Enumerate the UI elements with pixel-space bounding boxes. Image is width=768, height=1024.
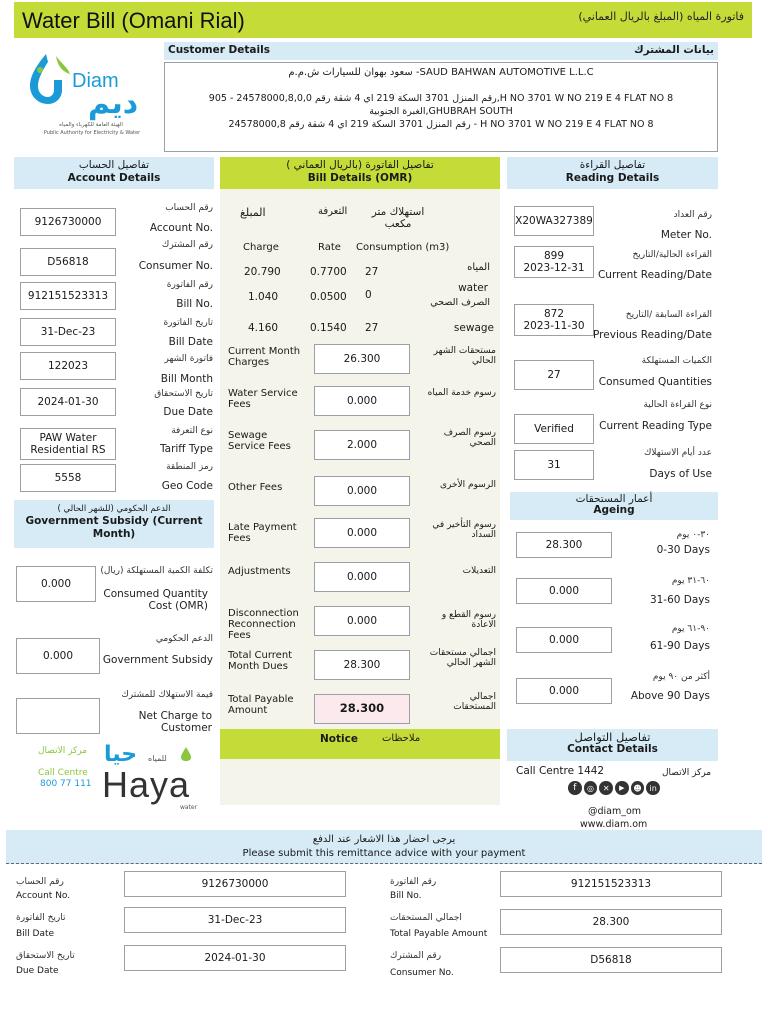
gov-subsidy-label-ar: الدعم الحكومي — [155, 634, 213, 644]
late-payment-fees-value: 0.000 — [314, 518, 410, 548]
water-service-fees-value: 0.000 — [314, 386, 410, 416]
ageing-61-90-value: 0.000 — [516, 627, 612, 653]
haya-phone: 800 77 111 — [40, 779, 92, 789]
subsidy-header — [14, 500, 214, 548]
account-no-label-ar: رقم الحساب — [165, 203, 213, 213]
col-rate: Rate — [318, 242, 341, 253]
haya-sub-en: water — [180, 804, 198, 811]
notice-box — [220, 759, 500, 805]
ageing-90-plus-label-ar: أكثر من ٩٠ يوم — [652, 672, 710, 682]
authority-name-ar: الهيئة العامة للكهرباء والمياه — [59, 122, 123, 128]
ageing-31-60-label: 31-60 Days — [649, 594, 710, 606]
remit-consumer-label: Consumer No. — [390, 968, 454, 978]
reading-details-title-ar: تفاصيل القراءة — [579, 159, 646, 171]
ageing-title: Ageing — [593, 504, 635, 517]
ageing-31-60-label-ar: ٦٠-٣١ يوم — [671, 576, 710, 586]
net-charge-value — [16, 698, 100, 734]
days-of-use-label-ar: عدد أيام الاستهلاك — [644, 448, 712, 458]
call-centre-ar: مركز الاتصال — [662, 768, 712, 778]
page-title-ar: فاتورة المياه (المبلغ بالريال العماني) — [578, 10, 744, 23]
geo-code-label: Geo Code — [161, 480, 213, 492]
due-date-label-ar: تاريخ الاستحقاق — [154, 389, 213, 399]
remit-bill-no-label-ar: رقم الفاتورة — [390, 877, 437, 887]
ageing-61-90-label: 61-90 Days — [649, 640, 710, 652]
notice-bar — [220, 729, 500, 759]
haya-brand-ar: حيا — [104, 742, 138, 767]
account-details-title: Account Details — [67, 172, 161, 185]
reading-type-label-ar: نوع القراءة الحالية — [643, 400, 712, 410]
account-details-header — [14, 157, 214, 189]
haya-call-en: Call Centre — [38, 768, 88, 778]
ageing-31-60-value: 0.000 — [516, 578, 612, 604]
remit-due-date-label-ar: تاريخ الاستحقاق — [16, 951, 75, 961]
call-centre: Call Centre 1442 — [516, 765, 605, 777]
current-reading: 899 — [543, 249, 565, 262]
net-charge-label: Net Charge to Customer — [138, 710, 212, 735]
current-month-charges-label-ar: مستحقات الشهر الحالي — [433, 346, 496, 367]
previous-reading-value — [514, 304, 594, 336]
diam-logo — [14, 42, 156, 152]
consumed-cost-label: Consumed Quantity Cost (OMR) — [103, 588, 208, 613]
title-bar — [14, 2, 752, 38]
bill-month-label-ar: فاتورة الشهر — [164, 354, 213, 364]
instagram-icon[interactable]: ◎ — [584, 781, 598, 795]
remit-bill-date-label: Bill Date — [16, 929, 55, 939]
customer-details-title-ar: بيانات المشترك — [634, 44, 714, 56]
remit-bill-no-value: 912151523313 — [500, 871, 722, 897]
remit-bill-no-label: Bill No. — [390, 891, 422, 901]
authority-name-en: Public Authority for Electricity & Water — [43, 130, 141, 136]
sewage-service-fees-label-ar: رسوم الصرف الصحي — [443, 428, 496, 449]
account-no-value: 9126730000 — [20, 208, 116, 236]
other-fees-label: Other Fees — [228, 482, 283, 493]
days-of-use-value: 31 — [514, 450, 594, 480]
meter-no-label: Meter No. — [660, 229, 712, 241]
col-rate-ar: التعرفة — [318, 206, 348, 217]
current-reading-label-ar: القراءة الحالية/التاريخ — [632, 250, 712, 260]
remit-due-date-value: 2024-01-30 — [124, 945, 346, 971]
reading-details-title: Reading Details — [565, 172, 660, 185]
col-consumption-ar: استهلاك متر مكعب — [371, 206, 425, 230]
gov-subsidy-label: Government Subsidy — [102, 654, 213, 666]
ageing-90-plus-label: Above 90 Days — [630, 690, 710, 702]
geo-code-label-ar: رمز المنطقة — [166, 462, 213, 472]
facebook-icon[interactable]: f — [568, 781, 582, 795]
other-fees-label-ar: الرسوم الأخرى — [439, 480, 496, 490]
customer-address-2: الغبرة الجنوبية,GHUBRAH SOUTH — [369, 106, 513, 117]
droplet-logo-icon — [26, 50, 74, 114]
customer-name: سعود بهوان للسيارات ش.م.م -SAUD BAHWAN AUTOMOTIVE L.L.C — [288, 67, 594, 78]
disconnection-fees-label-ar: رسوم القطع و الاعادة — [441, 610, 496, 631]
customer-address-3: رقم المنزل 3701 السكة 219 اي 4 شقة رقم 24578000,8 - H NO 3701 W NO 219 E 4 FLAT NO 8 — [228, 119, 654, 130]
reading-type-value: Verified — [514, 414, 594, 444]
notice-title-ar: ملاحظات — [382, 733, 421, 744]
reading-type-label: Current Reading Type — [599, 420, 712, 432]
remit-account-label-ar: رقم الحساب — [16, 877, 64, 887]
water-charge: 20.790 — [244, 266, 281, 278]
sewage-charge: 4.160 — [248, 322, 279, 334]
consumed-quantities-value: 27 — [514, 360, 594, 390]
sewage-fixed-rate: 0.0500 — [310, 291, 347, 303]
consumer-no-label-ar: رقم المشترك — [161, 240, 213, 250]
website: www.diam.om — [580, 819, 648, 830]
ageing-61-90-label-ar: ٩٠-٦١ يوم — [671, 624, 710, 634]
snapchat-icon[interactable]: ☻ — [631, 781, 645, 795]
ageing-title-ar: أعمار المستحقات — [575, 493, 653, 505]
remit-account-label: Account No. — [16, 891, 71, 901]
bill-no-label: Bill No. — [176, 298, 213, 310]
sewage-service-fees-value: 2.000 — [314, 430, 410, 460]
current-reading-value — [514, 246, 594, 278]
due-date-value: 2024-01-30 — [20, 388, 116, 416]
sewage-rate: 0.1540 — [310, 322, 347, 334]
current-reading-label: Current Reading/Date — [597, 269, 712, 281]
tariff-type-label-ar: نوع التعرفة — [171, 426, 213, 436]
social-icons — [568, 781, 660, 797]
total-current-dues-label: Total Current Month Dues — [228, 650, 293, 673]
other-fees-value: 0.000 — [314, 476, 410, 506]
remit-due-date-label: Due Date — [16, 966, 59, 976]
remittance-title: Please submit this remittance advice with your payment — [242, 848, 526, 859]
meter-no-value: X20WA327389 — [514, 206, 594, 236]
remit-total-label-ar: اجمالي المستحقات — [390, 913, 462, 923]
sewage-consumption: 27 — [365, 322, 379, 334]
adjustments-label: Adjustments — [228, 566, 291, 577]
water-service-fees-label-ar: رسوم خدمة المياه — [427, 388, 496, 398]
haya-brand: Haya — [102, 764, 191, 805]
col-charge: Charge — [243, 242, 279, 253]
current-month-charges-value: 26.300 — [314, 344, 410, 374]
contact-details-header — [507, 729, 718, 761]
bill-date-value: 31-Dec-23 — [20, 318, 116, 346]
due-date-label: Due Date — [163, 406, 213, 418]
bill-date-label: Bill Date — [168, 336, 213, 348]
consumer-no-label: Consumer No. — [138, 260, 213, 272]
ageing-0-30-label-ar: ٣٠-٠ يوم — [676, 530, 710, 540]
remit-bill-date-value: 31-Dec-23 — [124, 907, 346, 933]
consumer-no-value: D56818 — [20, 248, 116, 276]
total-payable-value: 28.300 — [314, 694, 410, 724]
youtube-icon[interactable]: ▶ — [615, 781, 629, 795]
total-current-dues-value: 28.300 — [314, 650, 410, 680]
brand-name: Diam — [72, 70, 119, 92]
sewage-label: sewage — [453, 322, 494, 334]
total-payable-label-ar: اجمالي المستحقات — [453, 692, 496, 713]
bill-month-value: 122023 — [20, 352, 116, 380]
sewage-service-fees-label: Sewage Service Fees — [228, 430, 291, 453]
total-current-dues-label-ar: اجمالي مستحقات الشهر الحالي — [429, 648, 496, 669]
subsidy-title-ar: الدعم الحكومي (للشهر الحالي ) — [57, 504, 171, 514]
haya-call-ar: مركز الاتصال — [38, 746, 88, 756]
water-consumption: 27 — [365, 266, 379, 278]
previous-reading-label-ar: القراءة السابقة /التاريخ — [625, 310, 712, 320]
water-rate: 0.7700 — [310, 266, 347, 278]
remit-total-value: 28.300 — [500, 909, 722, 935]
haya-logo — [100, 744, 204, 814]
gov-subsidy-value: 0.000 — [16, 638, 100, 674]
net-charge-label-ar: قيمة الاستهلاك للمشترك — [121, 690, 213, 700]
tariff-type-value: PAW Water Residential RS — [20, 428, 116, 460]
ageing-0-30-label: 0-30 Days — [656, 544, 710, 556]
consumed-cost-label-ar: تكلفة الكمية المستهلكة (ريال) — [100, 566, 213, 576]
bill-month-label: Bill Month — [160, 373, 213, 385]
customer-address-1: رقم المنزل 3701 السكة 219 اي 4 شقة رقم 24578000,8,0,0 - 905,H NO 3701 W NO 219 E 4 FLAT NO 8 — [208, 93, 674, 104]
remittance-title-ar: يرجى احضار هذا الاشعار عند الدفع — [312, 834, 456, 845]
consumed-quantities-label-ar: الكميات المستهلكة — [641, 356, 712, 366]
page-title: Water Bill (Omani Rial) — [22, 8, 245, 33]
days-of-use-label: Days of Use — [649, 468, 712, 480]
linkedin-icon[interactable]: in — [646, 781, 660, 795]
current-month-charges-label: Current Month Charges — [228, 346, 301, 369]
sewage-fixed-consumption: 0 — [365, 289, 372, 301]
disconnection-fees-label: Disconnection Reconnection Fees — [228, 608, 299, 642]
bill-no-label-ar: رقم الفاتورة — [166, 280, 213, 290]
account-details-title-ar: تفاصيل الحساب — [78, 159, 150, 171]
current-reading-date: 2023-12-31 — [523, 262, 585, 274]
geo-code-value: 5558 — [20, 464, 116, 492]
late-payment-fees-label: Late Payment Fees — [228, 522, 297, 545]
col-consumption: Consumption (m3) — [356, 242, 450, 253]
contact-details-title: Contact Details — [567, 743, 658, 756]
remit-consumer-value: D56818 — [500, 947, 722, 973]
tariff-type-label: Tariff Type — [159, 443, 213, 455]
water-service-fees-label: Water Service Fees — [228, 388, 298, 411]
reading-details-header — [507, 157, 718, 189]
consumed-quantities-label: Consumed Quantities — [598, 376, 712, 388]
ageing-0-30-value: 28.300 — [516, 532, 612, 558]
account-no-label: Account No. — [149, 222, 213, 234]
sewage-label-ar: الصرف الصحي — [430, 297, 490, 308]
adjustments-label-ar: التعديلات — [462, 566, 496, 576]
meter-no-label-ar: رقم العداد — [673, 210, 712, 220]
contact-details-title-ar: تفاصيل التواصل — [574, 730, 651, 744]
disconnection-fees-value: 0.000 — [314, 606, 410, 636]
twitter-icon[interactable]: ✕ — [599, 781, 613, 795]
haya-drop-icon — [180, 746, 192, 762]
remit-bill-date-label-ar: تاريخ الفاتورة — [16, 913, 66, 923]
ageing-header — [510, 492, 718, 520]
customer-details-header — [164, 42, 718, 60]
remit-total-label: Total Payable Amount — [390, 929, 488, 939]
remittance-header — [6, 830, 762, 864]
haya-sub-ar: للمياه — [148, 754, 167, 763]
remit-account-value: 9126730000 — [124, 871, 346, 897]
subsidy-title: Government Subsidy (Current Month) — [25, 514, 203, 540]
sewage-fixed-charge: 1.040 — [248, 291, 279, 303]
adjustments-value: 0.000 — [314, 562, 410, 592]
col-charge-ar: المبلغ — [240, 206, 266, 219]
ageing-90-plus-value: 0.000 — [516, 678, 612, 704]
late-payment-fees-label-ar: رسوم التأخير في السداد — [432, 520, 496, 541]
consumed-cost-value: 0.000 — [16, 566, 96, 602]
social-handle: @diam_om — [588, 806, 642, 817]
brand-name-ar: ديم — [88, 86, 139, 121]
water-label: water — [458, 282, 488, 294]
previous-reading: 872 — [543, 307, 565, 320]
bill-date-label-ar: تاريخ الفاتورة — [163, 318, 213, 328]
previous-reading-label: Previous Reading/Date — [593, 329, 712, 341]
bill-details-header — [220, 157, 500, 189]
previous-reading-date: 2023-11-30 — [523, 320, 585, 332]
notice-title: Notice — [320, 733, 358, 745]
water-label-ar: المياه — [467, 262, 490, 273]
bill-no-value: 912151523313 — [20, 282, 116, 310]
bill-details-title: Bill Details (OMR) — [307, 172, 413, 185]
total-payable-label: Total Payable Amount — [228, 694, 294, 717]
remit-consumer-label-ar: رقم المشترك — [390, 951, 442, 961]
customer-details-box — [164, 62, 718, 152]
bill-details-title-ar: تفاصيل الفاتورة (بالريال العماني ) — [286, 159, 434, 171]
customer-details-title: Customer Details — [168, 44, 270, 56]
